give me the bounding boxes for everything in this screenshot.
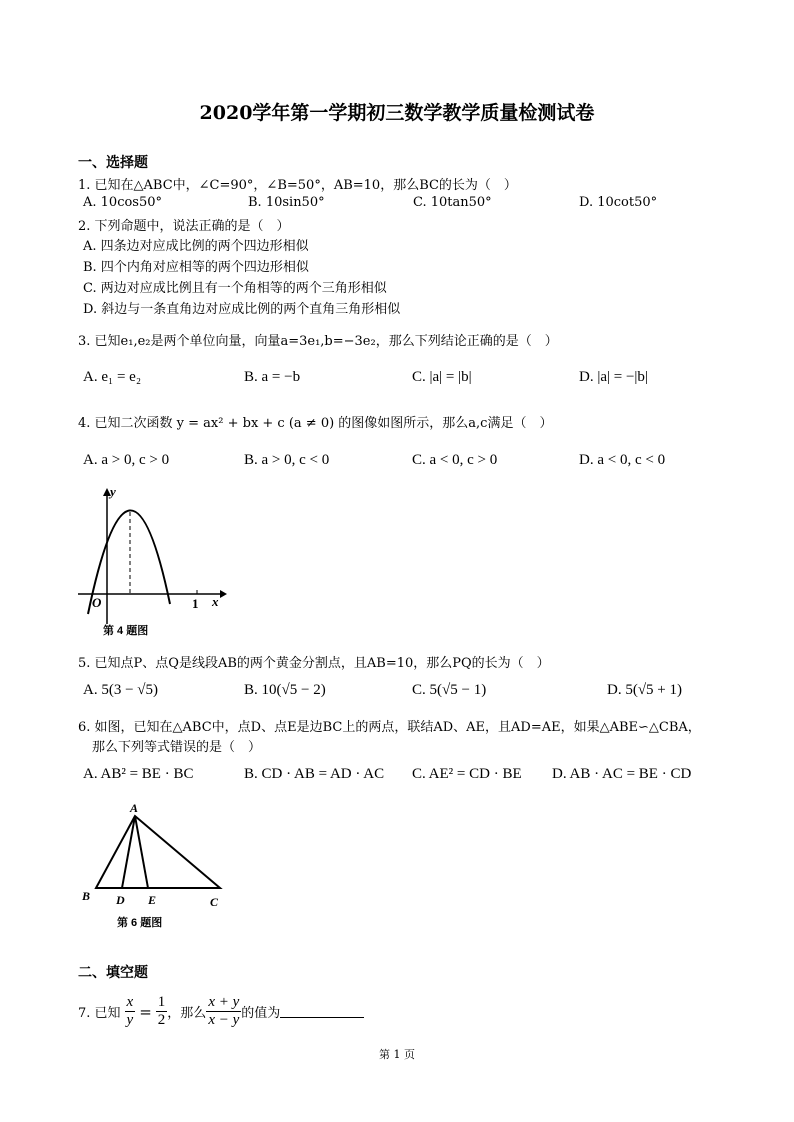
vertex-a-label: A [130, 801, 139, 815]
question-4-option-a: A. a > 0, c > 0 [83, 452, 170, 468]
question-6-figure-caption: 第 6 题图 [117, 917, 163, 929]
fraction-x-over-y-numerator: x [126, 994, 134, 1010]
question-6-stem-line2: 那么下列等式错误的是（ ） [92, 740, 262, 755]
question-5-option-c: C. 5(√5 − 1) [412, 682, 487, 698]
question-7-suffix: 的值为 [241, 1006, 281, 1021]
question-6-option-c: C. AE² = CD · BE [412, 766, 522, 782]
fraction-one-half [156, 994, 168, 1029]
question-3-option-b: B. a = −b [244, 369, 301, 385]
question-3-option-a: A. e₁ = e₂ [83, 369, 142, 385]
question-3-option-c: C. |a| = |b| [412, 369, 472, 385]
question-4-option-b: B. a > 0, c < 0 [244, 452, 330, 468]
question-2-option-d: D. 斜边与一条直角边对应成比例的两个直角三角形相似 [83, 302, 401, 317]
x-axis-label: x [212, 594, 219, 609]
question-7-answer-blank[interactable] [280, 1005, 364, 1018]
question-3-stem: 3. 已知e₁,e₂是两个单位向量，向量a=3e₁,b=−3e₂，那么下列结论正确的是（ ） [78, 334, 558, 349]
question-6-option-d: D. AB · AC = BE · CD [552, 766, 692, 782]
triangle-abc [96, 816, 220, 888]
question-4-figure-caption: 第 4 题图 [103, 625, 149, 637]
question-7-prefix: 7. 已知 [78, 1006, 121, 1021]
section-fill-heading: 二、填空题 [78, 965, 148, 981]
fraction-x-over-y [125, 994, 136, 1029]
y-axis-label: y [110, 484, 116, 499]
section-choice-heading: 一、选择题 [78, 155, 148, 171]
question-1-stem: 1. 已知在△ABC中，∠C=90°，∠B=50°，AB=10，那么BC的长为（ ） [78, 178, 517, 193]
question-5-stem: 5. 已知点P、点Q是线段AB的两个黄金分割点，且AB=10，那么PQ的长为（ ） [78, 656, 550, 671]
question-4-parabola-figure [70, 484, 230, 634]
tick-1-label: 1 [192, 596, 199, 611]
question-1-option-b: B. 10sin50° [248, 195, 325, 210]
question-2-option-a: A. 四条边对应成比例的两个四边形相似 [83, 239, 309, 254]
vertex-b-label: B [82, 889, 91, 903]
question-6-option-b: B. CD · AB = AD · AC [244, 766, 385, 782]
question-6-stem-line1: 6. 如图，已知在△ABC中，点D、点E是边BC上的两点，联结AD、AE，且AD=AE，如果△ABE∽△CBA， [78, 720, 701, 735]
page-number: 第 1 页 [379, 1048, 415, 1061]
fraction-one-half-numerator: 1 [157, 994, 166, 1010]
segment-ae [135, 816, 148, 888]
question-1-option-c: C. 10tan50° [413, 195, 492, 210]
question-1-option-d: D. 10cot50° [579, 195, 658, 210]
question-1-option-a: A. 10cos50° [83, 195, 163, 210]
fraction-sum-numerator: x + y [208, 994, 240, 1010]
question-4-option-d: D. a < 0, c < 0 [579, 452, 666, 468]
question-4-option-c: C. a < 0, c > 0 [412, 452, 498, 468]
vertex-c-label: C [210, 895, 219, 909]
question-4-stem: 4. 已知二次函数 y = ax² + bx + c (a ≠ 0) 的图像如图所示，那么a,c满足（ ） [78, 416, 553, 431]
question-2-option-c: C. 两边对应成比例且有一个角相等的两个三角形相似 [83, 281, 387, 296]
question-5-option-a: A. 5(3 − √5) [83, 682, 159, 698]
question-3-option-d: D. |a| = −|b| [579, 369, 648, 385]
point-e-label: E [148, 893, 157, 907]
fraction-difference-denominator: x − y [208, 1012, 240, 1028]
origin-label: O [92, 595, 102, 610]
question-7-mid: ，那么 [167, 1006, 207, 1021]
page-title: 2020学年第一学期初三数学教学质量检测试卷 [199, 102, 595, 124]
fraction-one-half-denominator: 2 [157, 1012, 166, 1028]
equals-sign: = [139, 1002, 152, 1021]
question-5-option-b: B. 10(√5 − 2) [244, 682, 326, 698]
x-axis-arrow [220, 590, 227, 598]
point-d-label: D [116, 893, 125, 907]
question-5-option-d: D. 5(√5 + 1) [607, 682, 683, 698]
question-6-triangle-figure [78, 800, 238, 910]
fraction-sum-over-difference [206, 994, 241, 1029]
question-2-option-b: B. 四个内角对应相等的两个四边形相似 [83, 260, 309, 275]
question-2-stem: 2. 下列命题中，说法正确的是（ ） [78, 219, 290, 234]
question-7-stem [78, 994, 364, 1029]
question-6-option-a: A. AB² = BE · BC [83, 766, 194, 782]
fraction-x-over-y-denominator: y [126, 1012, 134, 1028]
